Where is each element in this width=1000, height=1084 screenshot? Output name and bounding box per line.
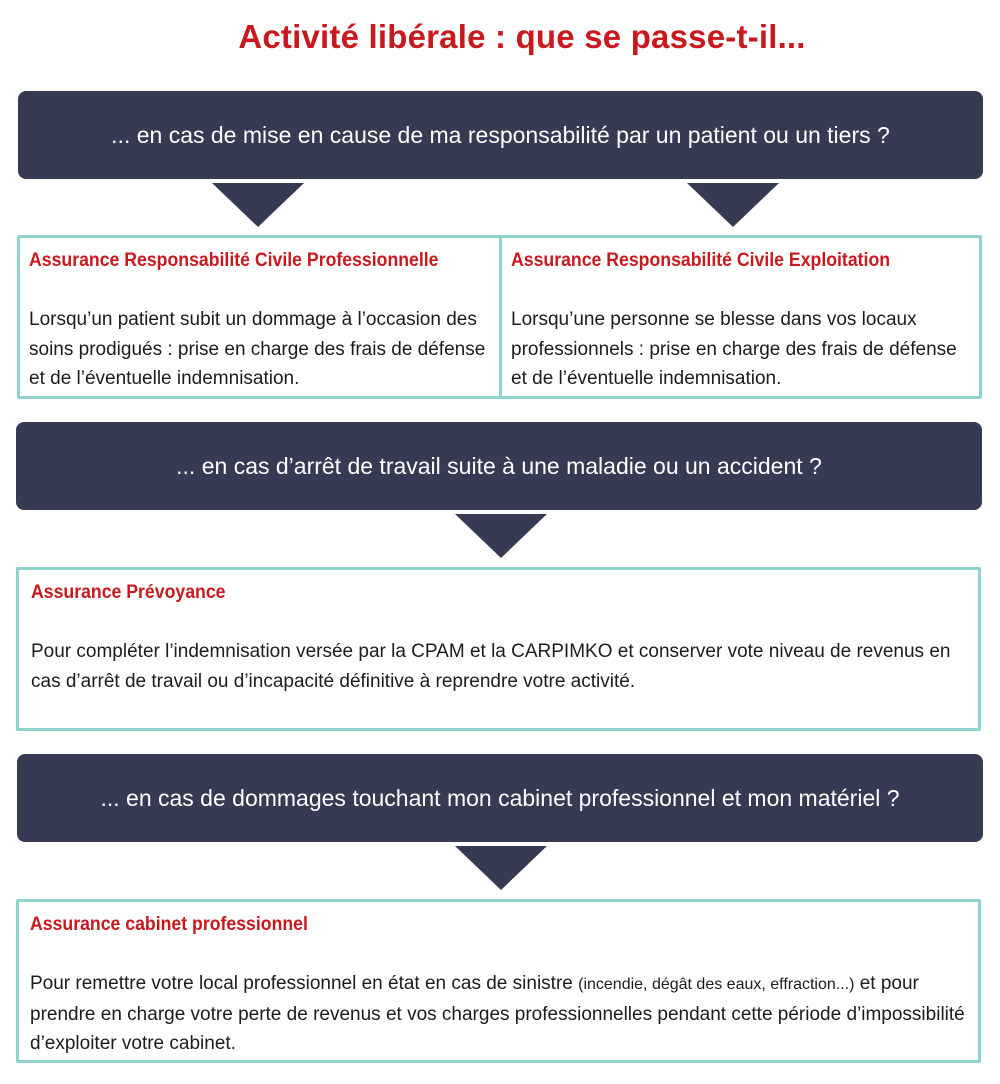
answer-text-examples: (incendie, dégât des eaux, effraction...) xyxy=(578,976,855,993)
question-box-premises xyxy=(17,754,983,842)
answer-title: Assurance Prévoyance xyxy=(31,582,226,603)
answer-text-continued: et pour prendre en charge votre perte de revenus et vos charges professionnelles pendant cette période d’impossibilité d’exploiter votre cabinet. xyxy=(30,973,965,1054)
page-title: Activité libérale : que se passe-t-il... xyxy=(238,18,806,55)
question-box-work-stoppage xyxy=(16,422,982,510)
answer-box-liability xyxy=(17,235,982,399)
answer-text: Lorsqu’un patient subit un dommage à l’occasion des soins prodigués : prise en charge des frais de défense et de l’éventuelle indemnisation. xyxy=(29,309,486,389)
answer-title: Assurance Responsabilité Civile Exploitation xyxy=(511,250,891,271)
answer-rc-professionnelle xyxy=(20,238,502,396)
answer-box-cabinet xyxy=(16,899,981,1063)
down-arrow-icon xyxy=(455,846,547,890)
question-box-liability xyxy=(18,91,983,179)
question-text: ... en cas de mise en cause de ma responsabilité par un patient ou un tiers ? xyxy=(111,121,890,148)
answer-prevoyance xyxy=(19,570,978,728)
down-arrow-icon xyxy=(212,183,304,227)
question-text: ... en cas d’arrêt de travail suite à une maladie ou un accident ? xyxy=(176,452,822,479)
answer-rc-exploitation xyxy=(502,238,979,396)
answer-text-main: Pour remettre votre local professionnel en état en cas de sinistre xyxy=(30,973,573,994)
answer-text xyxy=(30,969,972,1059)
answer-title: Assurance Responsabilité Civile Professionnelle xyxy=(29,250,439,271)
answer-text: Lorsqu’une personne se blesse dans vos locaux professionnels : prise en charge des frais de défense et de l’éventuelle indemnisation. xyxy=(511,309,957,389)
answer-cabinet xyxy=(19,902,978,1060)
question-text: ... en cas de dommages touchant mon cabinet professionnel et mon matériel ? xyxy=(100,784,900,811)
down-arrow-icon xyxy=(687,183,779,227)
answer-box-prevoyance xyxy=(16,567,981,731)
down-arrow-icon xyxy=(455,514,547,558)
answer-text: Pour compléter l’indemnisation versée par la CPAM et la CARPIMKO et conserver vote niveau de revenus en cas d’arrêt de travail ou d’incapacité définitive à reprendre votre activité. xyxy=(31,641,951,692)
answer-title: Assurance cabinet professionnel xyxy=(30,914,308,935)
